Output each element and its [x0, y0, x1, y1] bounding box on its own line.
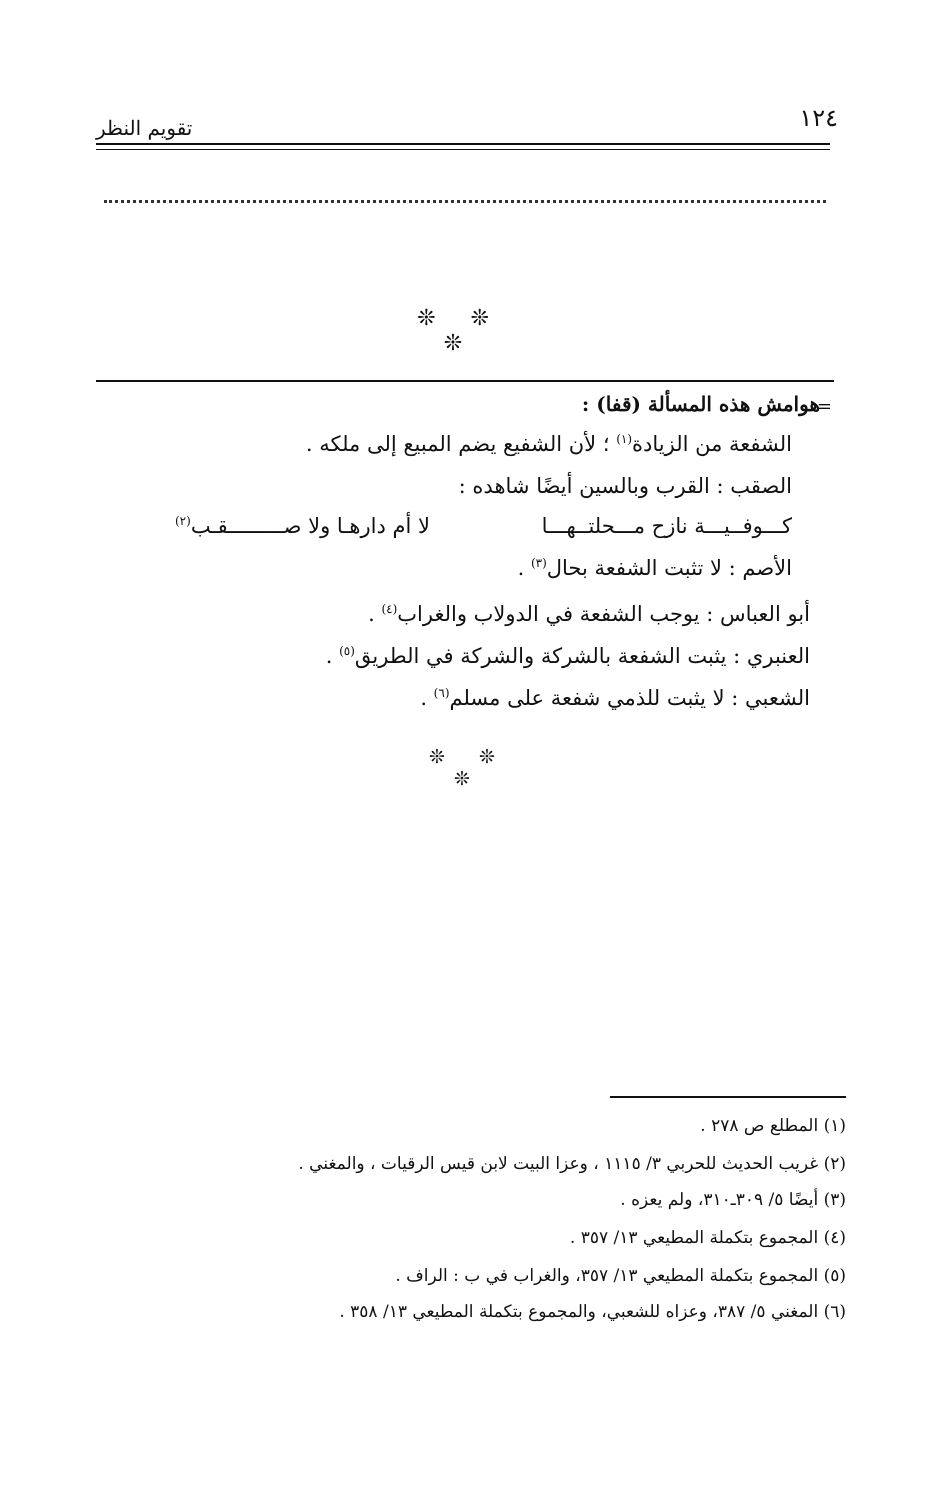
note-line	[306, 432, 792, 456]
footnote-ref: (٢)	[174, 514, 191, 528]
footnote-ref: (٤)	[381, 602, 398, 616]
page-number: ١٢٤	[799, 104, 838, 132]
separator-stars: ❊ ❊ ❊	[429, 746, 509, 790]
footnote: (٣) أيضًا ٥/ ٣٠٩ـ٣١٠، ولم يعزه .	[620, 1190, 846, 1210]
ellipsis-line	[104, 200, 826, 203]
footnote: (٤) المجموع بتكملة المطيعي ١٣/ ٣٥٧ .	[569, 1228, 846, 1248]
notes-heading: هوامش هذه المسألة (قفا) :	[581, 392, 820, 416]
running-title: تقويم النظر	[96, 116, 193, 140]
note-line	[368, 602, 810, 626]
verse-first-hemistich: كـــوفــيـــة نازح مـــحلتــهـــا	[541, 514, 792, 538]
note-line	[420, 686, 810, 710]
verse-text: لا أم دارهـا ولا صـــــــــقـب	[190, 514, 430, 538]
header-rule-thin	[96, 149, 830, 150]
note-text-tail: .	[368, 602, 382, 626]
note-text-tail: .	[517, 556, 531, 580]
note-line: الصقب : القرب وبالسين أيضًا شاهده :	[458, 474, 792, 498]
separator-stars: ❊ ❊ ❊	[417, 306, 503, 356]
section-rule	[96, 380, 834, 382]
header-rule	[96, 143, 830, 145]
footnote: (١) المطلع ص ٢٧٨ .	[700, 1116, 846, 1136]
footnote: (٦) المغني ٥/ ٣٨٧، وعزاه للشعبي، والمجموع بتكملة المطيعي ١٣/ ٣٥٨ .	[339, 1302, 846, 1322]
continuation-mark: =	[816, 396, 832, 417]
footnote: (٥) المجموع بتكملة المطيعي ١٣/ ٣٥٧، والغراب في ب : الراف .	[395, 1266, 846, 1286]
note-text-tail: .	[420, 686, 434, 710]
note-line	[518, 556, 792, 580]
note-line	[326, 644, 810, 668]
footnote-rule	[610, 1096, 846, 1098]
note-text-tail: .	[325, 644, 340, 668]
note-text-tail: ؛ لأن الشفيع يضم المبيع إلى ملكه .	[305, 432, 617, 456]
note-text: الشعبي : لا يثبت للذمي شفعة على مسلم	[449, 686, 810, 710]
footnote: (٢) غريب الحديث للحربي ٣/ ١١١٥ ، وعزا البيت لابن قيس الرقيات ، والمغني .	[298, 1154, 846, 1174]
footnote-ref: (٦)	[433, 686, 450, 700]
note-text: أبو العباس : يوجب الشفعة في الدولاب والغراب	[397, 602, 810, 626]
footnote-ref: (١)	[616, 432, 633, 446]
footnote-ref: (٣)	[530, 556, 547, 570]
note-text: الأصم : لا تثبت الشفعة بحال	[546, 556, 792, 580]
footnote-ref: (٥)	[339, 644, 355, 658]
note-text: العنبري : يثبت الشفعة بالشركة والشركة في الطريق	[354, 644, 810, 668]
verse-second-hemistich	[175, 514, 430, 538]
note-text: الشفعة من الزيادة	[632, 432, 792, 456]
